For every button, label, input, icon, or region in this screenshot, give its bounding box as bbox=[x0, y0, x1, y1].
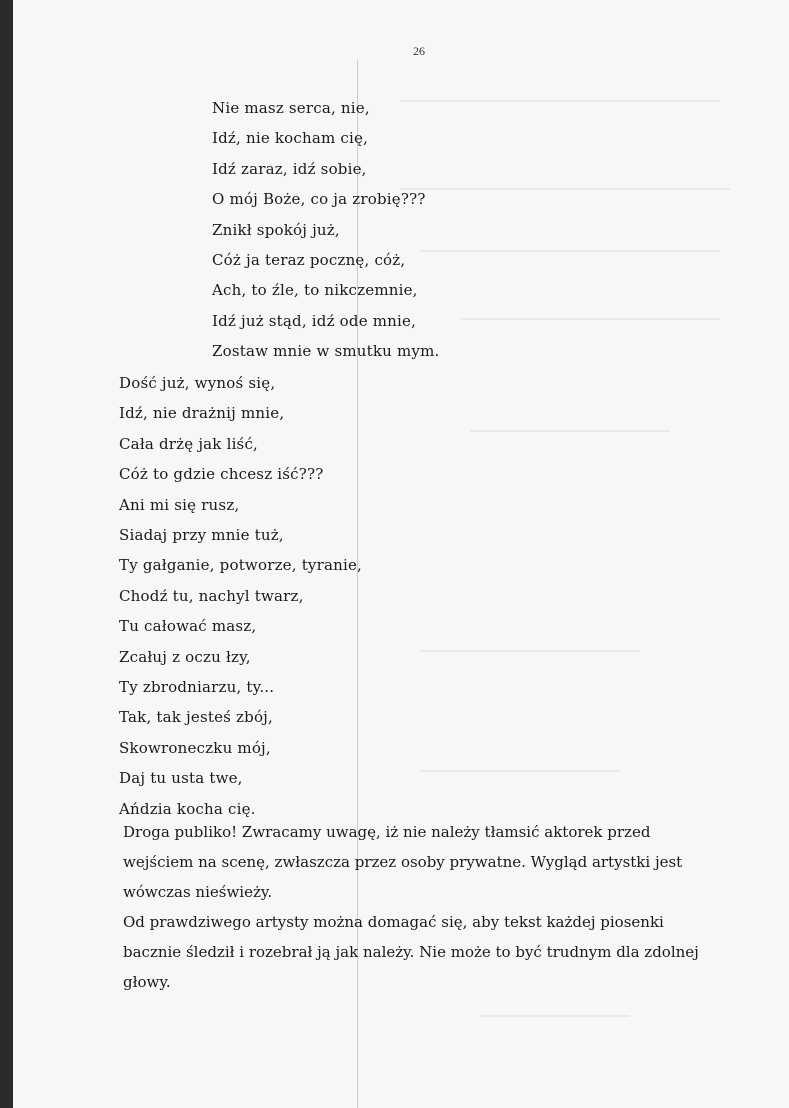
note-paragraph: Droga publiko! Zwracamy uwagę, iż nie należy tłamsić aktorek przed wejściem na scenę, zwłaszcza przez osoby prywatne. Wygląd artystki jest wówczas nieświeży. bbox=[123, 823, 683, 901]
verse-line: Skowroneczku mój, bbox=[119, 738, 271, 757]
verse-line: Idź już stąd, idź ode mnie, bbox=[212, 311, 417, 330]
verse-line: Cóż to gdzie chcesz iść??? bbox=[119, 465, 324, 484]
bleed-through-mark bbox=[470, 430, 670, 432]
bleed-through-mark bbox=[460, 318, 720, 320]
verse-line: Chodź tu, nachyl twarz, bbox=[119, 586, 304, 605]
verse-line: Cała drżę jak liść, bbox=[119, 434, 259, 453]
verse-line: Cóż ja teraz pocznę, cóż, bbox=[212, 251, 406, 270]
bleed-through-mark bbox=[420, 650, 640, 652]
song-stanza-2 bbox=[119, 368, 362, 824]
verse-line: O mój Boże, co ja zrobię??? bbox=[212, 190, 426, 209]
verse-line: Ach, to źle, to nikczemnie, bbox=[212, 281, 418, 300]
verse-line: Daj tu usta twe, bbox=[119, 769, 243, 788]
verse-line: Zcałuj z oczu łzy, bbox=[119, 647, 251, 666]
verse-line: Nie masz serca, nie, bbox=[212, 99, 370, 117]
verse-line: Ty zbrodniarzu, ty... bbox=[119, 678, 275, 697]
note-paragraph: Od prawdziwego artysty można domagać się, aby tekst każdej piosenki bacznie śledził i rozebrał ją jak należy. Nie może to być trudnym dla zdolnej głowy. bbox=[123, 913, 699, 991]
bleed-through-mark bbox=[420, 770, 620, 772]
verse-line: Znikł spokój już, bbox=[212, 220, 340, 239]
page-number: 26 bbox=[413, 44, 425, 58]
bleed-through-mark bbox=[400, 100, 720, 102]
song-stanza-1 bbox=[212, 93, 439, 367]
verse-line: Ani mi się rusz, bbox=[119, 495, 240, 514]
scan-edge-shadow bbox=[0, 0, 13, 1108]
verse-line: Idź zaraz, idź sobie, bbox=[212, 159, 367, 178]
verse-line: Tu całować masz, bbox=[119, 617, 257, 636]
bleed-through-mark bbox=[480, 1015, 630, 1017]
verse-line: Ańdzia kocha cię. bbox=[119, 799, 256, 818]
verse-line: Siadaj przy mnie tuż, bbox=[119, 526, 284, 545]
verse-line: Idź, nie kocham cię, bbox=[212, 129, 369, 148]
verse-line: Tak, tak jesteś zbój, bbox=[119, 708, 273, 727]
audience-notes bbox=[123, 817, 723, 997]
bleed-through-mark bbox=[400, 188, 730, 190]
verse-line: Ty gałganie, potworze, tyranie, bbox=[119, 556, 363, 575]
bleed-through-mark bbox=[420, 250, 720, 252]
verse-line: Dość już, wynoś się, bbox=[119, 374, 276, 392]
verse-line: Zostaw mnie w smutku mym. bbox=[212, 342, 440, 361]
verse-line: Idź, nie drażnij mnie, bbox=[119, 404, 285, 423]
